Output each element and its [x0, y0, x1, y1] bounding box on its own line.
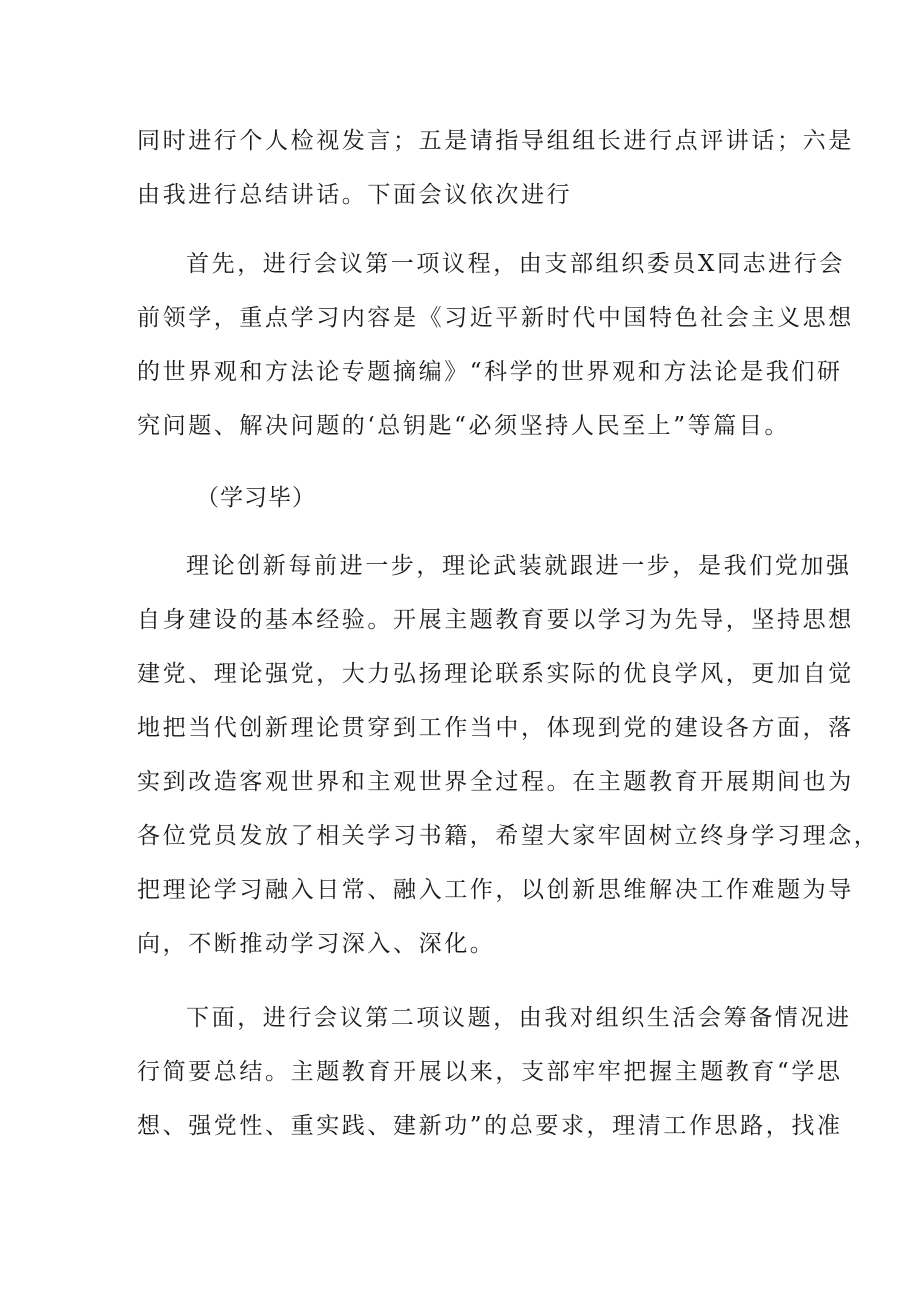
text-line: 实到改造客观世界和主观世界全过程。在主题教育开展期间也为 [137, 769, 854, 795]
text-line: 行简要总结。主题教育开展以来，支部牢牢把握主题教育“学思 [137, 1059, 843, 1085]
text-line: 同时进行个人检视发言；五是请指导组组长进行点评讲话；六是 [137, 128, 854, 154]
text-line: 理论创新每前进一步，理论武装就跟进一步，是我们党加强 [186, 553, 852, 579]
text-line: 各位党员发放了相关学习书籍，希望大家牢固树立终身学习理念， [137, 823, 880, 849]
text-line: 建党、理论强党，大力弘扬理论联系实际的优良学风，更加自觉 [137, 661, 854, 687]
text-line: 由我进行总结讲话。下面会议依次进行 [137, 182, 573, 208]
text-line: 的世界观和方法论专题摘编》“科学的世界观和方法论是我们研 [137, 359, 843, 385]
text-line: 把理论学习融入日常、融入工作，以创新思维解决工作难题为导 [137, 877, 854, 903]
text-line: 自身建设的基本经验。开展主题教育要以学习为先导，坚持思想 [137, 607, 854, 633]
text-line: 下面，进行会议第二项议题，由我对组织生活会筹备情况进 [186, 1005, 852, 1031]
text-line: （学习毕） [196, 485, 316, 511]
text-line: 向，不断推动学习深入、深化。 [137, 931, 496, 957]
text-line: 究问题、解决问题的‘总钥匙“必须坚持人民至上”等篇目。 [137, 413, 791, 439]
text-line: 想、强党性、重实践、建新功”的总要求，理清工作思路，找准 [137, 1113, 843, 1139]
text-line: 地把当代创新理论贯穿到工作当中，体现到党的建设各方面，落 [137, 715, 854, 741]
text-line: 前领学，重点学习内容是《习近平新时代中国特色社会主义思想 [137, 305, 854, 331]
text-line: 首先，进行会议第一项议程，由支部组织委员X同志进行会 [186, 251, 845, 277]
